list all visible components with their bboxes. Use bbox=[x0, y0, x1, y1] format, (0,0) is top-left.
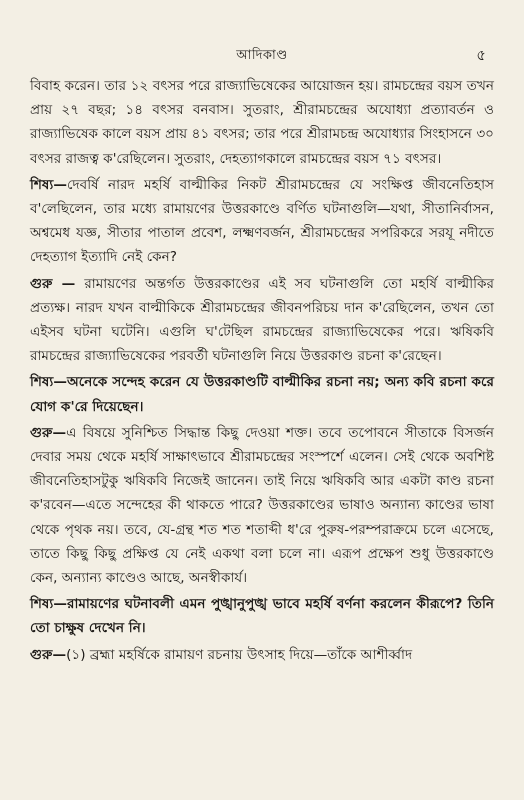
paragraph-text: অনেকে সন্দেহ করেন যে উত্তরকাণ্ডটি বাল্মীকির রচনা নয়; অন্য কবি রচনা করে যোগ ক'রে দিয়েছেন। bbox=[30, 374, 494, 415]
speaker-label: শিষ্য— bbox=[30, 176, 67, 193]
running-title: আদিকাণ্ড bbox=[236, 48, 288, 63]
paragraph-2 bbox=[30, 173, 494, 270]
speaker-label: গুরু— bbox=[30, 646, 67, 663]
speaker-label: শিষ্য— bbox=[30, 596, 67, 613]
paragraph-text: বিবাহ করেন। তার ১২ বৎসর পরে রাজ্যাভিষেকের আয়োজন হয়। রামচন্দ্রের বয়স তখন প্রায় ২৭ বছর; ১৪ বৎসর বনবাস। সুতরাং, শ্রীরামচন্দ্রের অযোধ্যা প্রত্যাবর্তন ও রাজ্যাভিষেক কালে বয়স প্রায় ৪১ বৎসর; তার পরে শ্রীরামচন্দ্র অযোধ্যার সিংহাসনে ৩০ বৎসর রাজত্ব ক'রেছিলেন। সুতরাং, দেহত্যাগকালে রামচন্দ্রের বয়স ৭১ বৎসর। bbox=[30, 78, 494, 167]
paragraph-text: রামায়ণের ঘটনাবলী এমন পুঙ্খানুপুঙ্খ ভাবে মহর্ষি বর্ণনা করলেন কীরূপে? তিনি তো চাক্ষুষ দেখেন নি। bbox=[30, 596, 494, 637]
paragraph-7 bbox=[30, 643, 494, 667]
paragraph-6 bbox=[30, 592, 494, 640]
speaker-label: শিষ্য— bbox=[30, 374, 67, 391]
speaker-label: গুরু— bbox=[30, 424, 67, 441]
paragraph-text: এ বিষয়ে সুনিশ্চিত সিদ্ধান্ত কিছু দেওয়া শক্ত। তবে তপোবনে সীতাকে বিসর্জন দেবার সময় থেকে মহর্ষি সাক্ষাৎভাবে শ্রীরামচন্দ্রের সংস্পর্শে এলেন। সেই থেকে অবশিষ্ট জীবনেতিহাসটুকু ঋষিকবি নিজেই জানেন। তাই নিয়ে ঋষিকবি আর একটা কাণ্ড রচনা ক'রবেন—এতে সন্দেহের কী থাকতে পারে? উত্তরকাণ্ডের ভাষাও অন্যান্য কাণ্ডের ভাষা থেকে পৃথক নয়। তবে, যে-গ্রন্থ শত শত শতাব্দী ধ'রে পুরুষ-পরম্পরাক্রমে চলে এসেছে, তাতে কিছু কিছু প্রক্ষিপ্ত যে নেই একথা বলা চলে না। এরূপ প্রক্ষেপ শুধু উত্তরকাণ্ডে কেন, অন্যান্য কাণ্ডেও আছে, অনস্বীকার্য। bbox=[30, 424, 494, 587]
paragraph-text: (১) ব্রহ্মা মহর্ষিকে রামায়ণ রচনায় উৎসাহ দিয়ে—তাঁকে আশীর্ব্বাদ bbox=[66, 646, 413, 663]
paragraph-1 bbox=[30, 74, 494, 171]
paragraph-3 bbox=[30, 272, 494, 369]
page-header bbox=[30, 42, 494, 68]
paragraph-text: রামায়ণের অন্তর্গত উত্তরকাণ্ডের এই সব ঘটনাগুলি তো মহর্ষি বাল্মীকির প্রত্যক্ষ। নারদ যখন বাল্মীকিকে শ্রীরামচন্দ্রের জীবনপরিচয় দান ক'রেছিলেন, তখন তো এইসব ঘটনা ঘটেনি। এগুলি ঘ'টেছিল রামচন্দ্রের রাজ্যাভিষেকের পরে। ঋষিকবি রামচন্দ্রের রাজ্যাভিষেকের পরবর্তী ঘটনাগুলি নিয়ে উত্তরকাণ্ড রচনা ক'রেছেন। bbox=[30, 275, 494, 365]
paragraph-4 bbox=[30, 370, 494, 418]
paragraph-text: দেবর্ষি নারদ মহর্ষি বাল্মীকির নিকট শ্রীরামচন্দ্রের যে সংক্ষিপ্ত জীবনেতিহাস ব'লেছিলেন, তার মধ্যে রামায়ণের উত্তরকাণ্ডে বর্ণিত ঘটনাগুলি—যথা, সীতানির্বাসন, অশ্বমেধ যজ্ঞ, সীতার পাতাল প্রবেশ, লক্ষ্মণবর্জন, শ্রীরামচন্দ্রের সপরিকরে সরযূ নদীতে দেহত্যাগ ইত্যাদি নেই কেন? bbox=[30, 176, 494, 266]
speaker-label: গুরু — bbox=[30, 275, 85, 292]
paragraph-5 bbox=[30, 421, 494, 590]
page-number: ৫ bbox=[476, 46, 486, 64]
